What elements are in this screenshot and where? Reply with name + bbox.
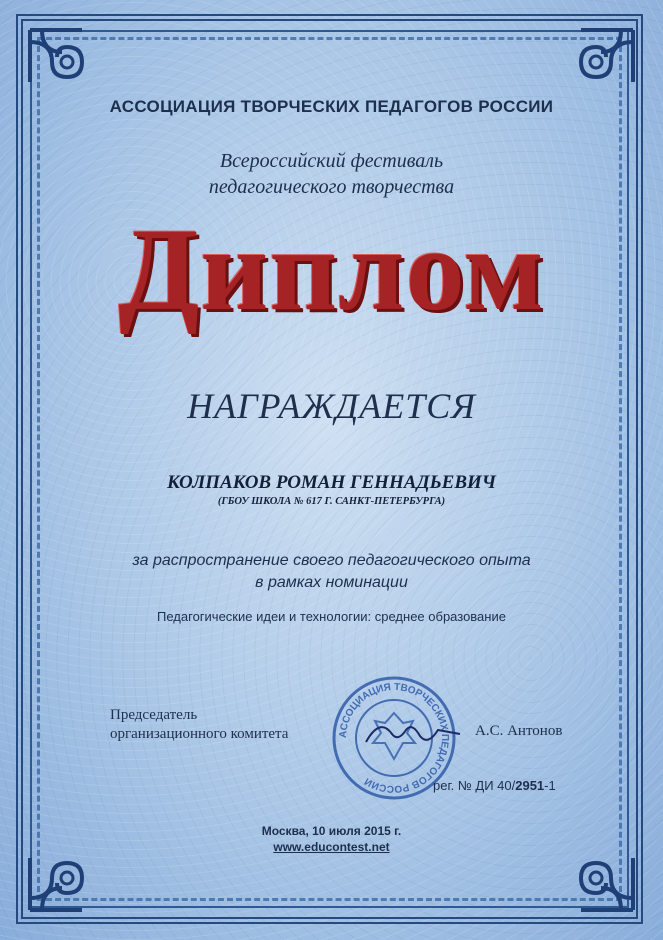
website-link: www.educontest.net xyxy=(273,840,390,854)
registration-number xyxy=(433,778,556,793)
chairman-label xyxy=(110,706,288,744)
recipient-school: (ГБОУ ШКОЛА № 617 Г. САНКТ-ПЕТЕРБУРГА) xyxy=(217,496,446,507)
nomination-text: Педагогические идеи и технологии: среднее образование xyxy=(157,609,506,624)
seal-text: АССОЦИАЦИЯ ТВОРЧЕСКИХ ПЕДАГОГОВ РОССИИ xyxy=(337,681,451,795)
reg-prefix: рег. № ДИ 40/ xyxy=(433,778,516,793)
reason-line-1: за распространение своего педагогического опыта xyxy=(132,552,531,569)
diploma-title: Диплом xyxy=(118,204,545,335)
festival-line-2: педагогического творчества xyxy=(208,176,455,198)
recipient-name: КОЛПАКОВ РОМАН ГЕННАДЬЕВИЧ xyxy=(166,472,497,493)
reg-suffix: -1 xyxy=(544,778,556,793)
association-heading: АССОЦИАЦИЯ ТВОРЧЕСКИХ ПЕДАГОГОВ РОССИИ xyxy=(109,97,554,116)
chair-line-2: организационного комитета xyxy=(110,726,289,742)
award-reason xyxy=(0,550,663,594)
signature-mark-icon xyxy=(360,712,465,752)
chair-line-1: Председатель xyxy=(110,707,198,723)
signer-name: А.С. Антонов xyxy=(475,723,563,739)
festival-line-1: Всероссийский фестиваль xyxy=(219,150,444,172)
awarded-heading: НАГРАЖДАЕТСЯ xyxy=(187,386,476,426)
reg-number: 2951 xyxy=(515,778,545,793)
reason-line-2: в рамках номинации xyxy=(255,574,408,591)
festival-title xyxy=(0,148,663,200)
place-date: Москва, 10 июля 2015 г. xyxy=(261,824,402,838)
